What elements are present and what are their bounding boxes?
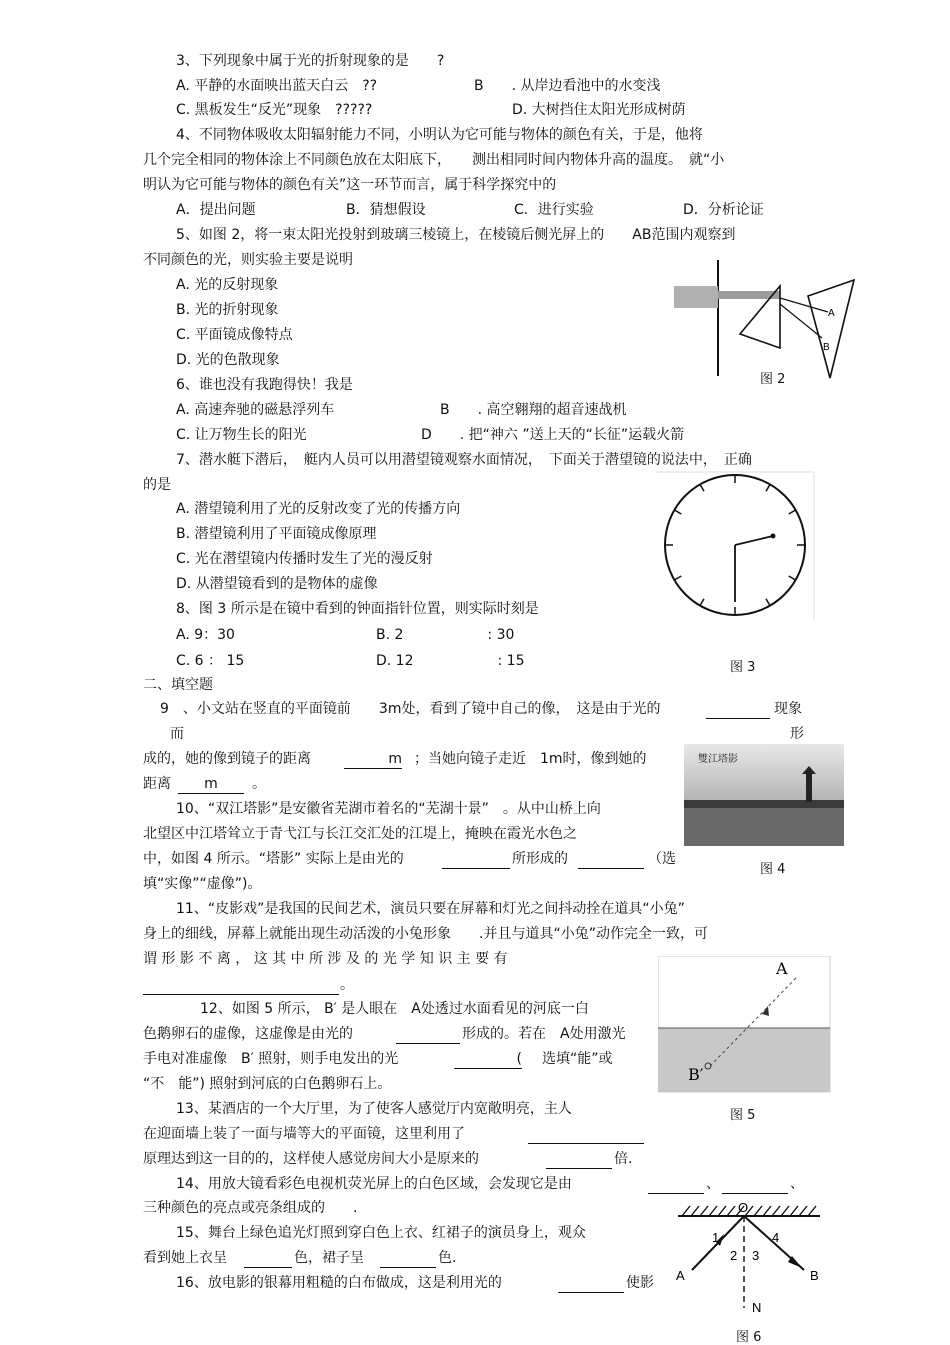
q8-option-c: C. 6 ： 15: [176, 653, 245, 669]
clock-tick: [766, 599, 770, 606]
angle-3-label: 3: [752, 1248, 760, 1263]
q5-option-c: C. 平面镜成像特点: [176, 327, 293, 343]
q10-line3-text: 中，如图 4 所示。“塔影” 实际上是由光的: [143, 851, 404, 867]
q5-option-a: A. 光的反射现象: [176, 277, 279, 293]
label-b: B: [823, 342, 830, 353]
q8-stem: 8、图 3 所示是在镜中看到的钟面指针位置，则实际时刻是: [176, 601, 539, 617]
q12-line1: 12、如图 5 所示， B′ 是人眼在 A处透过水面看见的河底一白: [200, 1001, 589, 1017]
photo-calligraphy: 雙江塔影: [698, 754, 738, 765]
sunlight-source: [674, 286, 718, 308]
clock-tick: [700, 599, 704, 606]
q9-blank1: [706, 700, 770, 719]
q4-option-c: C．进行实验: [514, 202, 594, 218]
q13-line2: 在迎面墙上装了一面与墙等大的平面镜，这里利用了: [143, 1126, 465, 1142]
clock-tick: [674, 510, 681, 514]
q10-blank2: [578, 850, 644, 869]
q9-blank3: [178, 775, 244, 794]
q10-line4: 填“实像”“虚像”)。: [143, 876, 262, 892]
q13-line3-end: 倍.: [614, 1151, 633, 1167]
q8-option-d: D. 12 : 15: [376, 653, 525, 669]
label-a: A: [676, 1268, 685, 1283]
q9-line2-start: 而: [170, 726, 184, 742]
q9-line2-end: 形: [790, 726, 804, 742]
figure-3-caption: 图 3: [730, 660, 756, 675]
q16-line1-end: 使影: [626, 1275, 654, 1291]
q7-line2: 的是: [143, 477, 171, 493]
angle-4-label: 4: [772, 1230, 780, 1245]
q13-line1: 13、某酒店的一个大厅里，为了使客人感觉厅内宽敞明亮，主人: [176, 1101, 572, 1117]
label-b-prime: B′: [688, 1065, 704, 1084]
q14-sep1: 、: [706, 1176, 720, 1192]
q12-line2-text: 色鹅卵石的虚像，这虚像是由光的: [143, 1026, 353, 1042]
figure-6-caption: 图 6: [736, 1330, 762, 1345]
figure-2-prism-diagram: [670, 258, 860, 383]
q9-line4-text: 距离: [143, 776, 171, 792]
q14-blank1: [648, 1175, 704, 1194]
q11-blank: [143, 976, 339, 995]
q7-option-a: A. 潜望镜利用了光的反射改变了光的传播方向: [176, 501, 461, 517]
q15-line2-end: 色.: [438, 1250, 457, 1266]
clock-tick: [789, 576, 796, 580]
label-a: A: [776, 959, 788, 978]
q9-line3-rest: ；当她向镜子走近 1m时，像到她的: [414, 751, 647, 767]
q3-stem: 3、下列现象中属于光的折射现象的是 ?: [176, 53, 445, 69]
mirror-hatch-line: [718, 1206, 726, 1216]
mirror-hatch-line: [808, 1206, 816, 1216]
q11-line3: 谓 形 影 不 离 ， 这 其 中 所 涉 及 的 光 学 知 识 主 要 有: [143, 951, 508, 967]
q13-blank2: [546, 1150, 612, 1169]
q9-blank3-unit: m: [178, 775, 244, 794]
mirror-hatch-line: [754, 1206, 762, 1216]
q7-option-c: C. 光在潜望镜内传播时发生了光的漫反射: [176, 551, 433, 567]
angle-2-label: 2: [730, 1248, 738, 1263]
ray-b: [780, 304, 822, 338]
label-n: N: [752, 1300, 762, 1315]
q6-option-b: B . 高空翱翔的超音速战机: [440, 402, 627, 418]
q10-line3-end: （选: [648, 851, 676, 867]
mirror-hatch-line: [781, 1206, 789, 1216]
q9-line4-end: 。: [252, 776, 266, 792]
label-b: B: [810, 1268, 819, 1283]
figure-6-reflection-diagram: [664, 1196, 836, 1320]
clock-tick: [766, 484, 770, 491]
angle-1-label: 1: [712, 1230, 720, 1245]
figure-5-water-diagram: [658, 956, 832, 1094]
q6-stem: 6、谁也没有我跑得快！我是: [176, 377, 353, 393]
q12-line3-rest: 选填“能”或: [542, 1051, 613, 1067]
q10-blank1: [442, 850, 510, 869]
q12-line2-rest: 形成的。若在 A处用激光: [462, 1026, 626, 1042]
q4-option-b: B．猜想假设: [346, 202, 426, 218]
q11-line1: 11、“皮影戏”是我国的民间艺术，演员只要在屏幕和灯光之间抖动拴在道具“小兔”: [176, 901, 685, 917]
mirror-hatch-line: [727, 1206, 735, 1216]
q5-line1: 5、如图 2，将一束太阳光投射到玻璃三棱镜上，在棱镜后侧光屏上的 AB范围内观察到: [176, 227, 736, 243]
clock-tick: [700, 484, 704, 491]
mirror-hatch-line: [799, 1206, 807, 1216]
q12-blank2-paren: (: [454, 1050, 522, 1069]
q5-line2: 不同颜色的光，则实验主要是说明: [143, 252, 353, 268]
photo-water: [684, 806, 844, 846]
q15-line2-mid: 色，裙子呈: [294, 1250, 364, 1266]
label-a: A: [828, 308, 835, 319]
mirror-hatch-line: [700, 1206, 708, 1216]
q16-blank: [558, 1274, 624, 1293]
photo-tower: [806, 774, 812, 802]
q10-line2: 北望区中江塔耸立于青弋江与长江交汇处的江堤上，掩映在霞光水色之: [143, 826, 577, 842]
q8-option-a: A. 9：30: [176, 627, 235, 643]
section-fill-blank-title: 二、填空题: [143, 677, 213, 693]
q5-option-b: B. 光的折射现象: [176, 302, 279, 318]
q5-option-d: D. 光的色散现象: [176, 352, 280, 368]
q3-option-a: A. 平静的水面映出蓝天白云 ??: [176, 78, 378, 94]
q14-line2: 三种颜色的亮点或亮条组成的 .: [143, 1200, 358, 1216]
mirror-hatch-line: [709, 1206, 717, 1216]
q4-option-d: D．分析论证: [683, 202, 764, 218]
label-o: O: [738, 1200, 749, 1215]
q15-line1: 15、舞台上绿色追光灯照到穿白色上衣、红裙子的演员身上，观众: [176, 1225, 586, 1241]
mirror-hatch-line: [763, 1206, 771, 1216]
q12-blank2: [454, 1050, 522, 1069]
q13-blank1: [528, 1125, 644, 1144]
q13-line3-text: 原理达到这一目的的，这样使人感觉房间大小是原来的: [143, 1151, 479, 1167]
q16-line1-text: 16、放电影的银幕用粗糙的白布做成，这是利用光的: [176, 1275, 502, 1291]
q4-option-a: A．提出问题: [176, 202, 256, 218]
figure-4-caption: 图 4: [760, 862, 786, 877]
q15-blank1: [244, 1249, 292, 1268]
q10-line1: 10、“双江塔影”是安徽省芜湖市着名的“芜湖十景” 。从中山桥上向: [176, 801, 601, 817]
photo-shore: [684, 800, 844, 808]
q3-option-c: C. 黑板发生“反光”现象 ?????: [176, 102, 373, 118]
q15-line2-text: 看到她上衣呈: [143, 1250, 227, 1266]
mirror-hatch-line: [682, 1206, 690, 1216]
q8-option-b: B. 2 : 30: [376, 627, 515, 643]
mirror-hatching: [682, 1206, 816, 1216]
q9-blank2: [344, 750, 402, 769]
q3-option-d: D. 大树挡住太阳光形成树荫: [512, 102, 686, 118]
light-screen: [808, 280, 854, 378]
hour-hand: [735, 536, 773, 545]
figure-4-tower-photo: [684, 744, 844, 846]
q14-line1: 14、用放大镜看彩色电视机荧光屏上的白色区域，会发现它是由: [176, 1176, 572, 1192]
mirror-hatch-line: [790, 1206, 798, 1216]
figure-2-caption: 图 2: [760, 372, 786, 387]
q10-line3-mid: 所形成的: [512, 851, 568, 867]
q6-option-a: A. 高速奔驰的磁悬浮列车: [176, 402, 335, 418]
q6-option-d: D . 把“神六 ”送上天的“长征”运载火箭: [421, 427, 685, 443]
q7-option-d: D. 从潜望镜看到的是物体的虚像: [176, 576, 378, 592]
q9-line1-suffix: 现象: [774, 701, 802, 717]
clock-tick: [674, 576, 681, 580]
q9-line1-text: 9 、小文站在竖直的平面镜前 3m处，看到了镜中自己的像， 这是由于光的: [160, 701, 661, 717]
q14-sep2: 、: [790, 1176, 804, 1192]
q7-option-b: B. 潜望镜利用了平面镜成像原理: [176, 526, 377, 542]
q9-blank2-unit: m: [344, 750, 402, 769]
q4-line2: 几个完全相同的物体涂上不同颜色放在太阳底下， 测出相同时间内物体升高的温度。 就“小: [143, 152, 725, 168]
q7-line1: 7、潜水艇下潜后， 艇内人员可以用潜望镜观察水面情况， 下面关于潜望镜的说法中， 正确: [176, 452, 752, 468]
q3-option-b: B . 从岸边看池中的水变浅: [474, 78, 661, 94]
q6-option-c: C. 让万物生长的阳光: [176, 427, 307, 443]
q15-blank2: [380, 1249, 436, 1268]
q14-blank2: [722, 1175, 788, 1194]
q11-line4-end: 。: [340, 977, 354, 993]
mirror-hatch-line: [691, 1206, 699, 1216]
hour-hand-tip: [771, 534, 776, 539]
q4-line1: 4、不同物体吸收太阳辐射能力不同，小明认为它可能与物体的颜色有关，于是，他将: [176, 127, 703, 143]
q12-line4: “不 能”) 照射到河底的白色鹅卵石上。: [143, 1076, 392, 1092]
water-region: [658, 1028, 830, 1092]
q12-blank1: [396, 1025, 460, 1044]
clock-tick: [789, 510, 796, 514]
figure-5-caption: 图 5: [730, 1108, 756, 1123]
q12-line3-text: 手电对准虚像 B′ 照射，则手电发出的光: [143, 1051, 399, 1067]
q4-line3: 明认为它可能与物体的颜色有关”这一环节而言，属于科学探究中的: [143, 177, 557, 193]
figure-3-clock: [656, 470, 818, 622]
q11-line2: 身上的细线，屏幕上就能出现生动活泼的小兔形象 .并且与道具“小兔”动作完全一致，可: [143, 926, 708, 942]
mirror-hatch-line: [772, 1206, 780, 1216]
q9-line3-text: 成的，她的像到镜子的距离: [143, 751, 311, 767]
